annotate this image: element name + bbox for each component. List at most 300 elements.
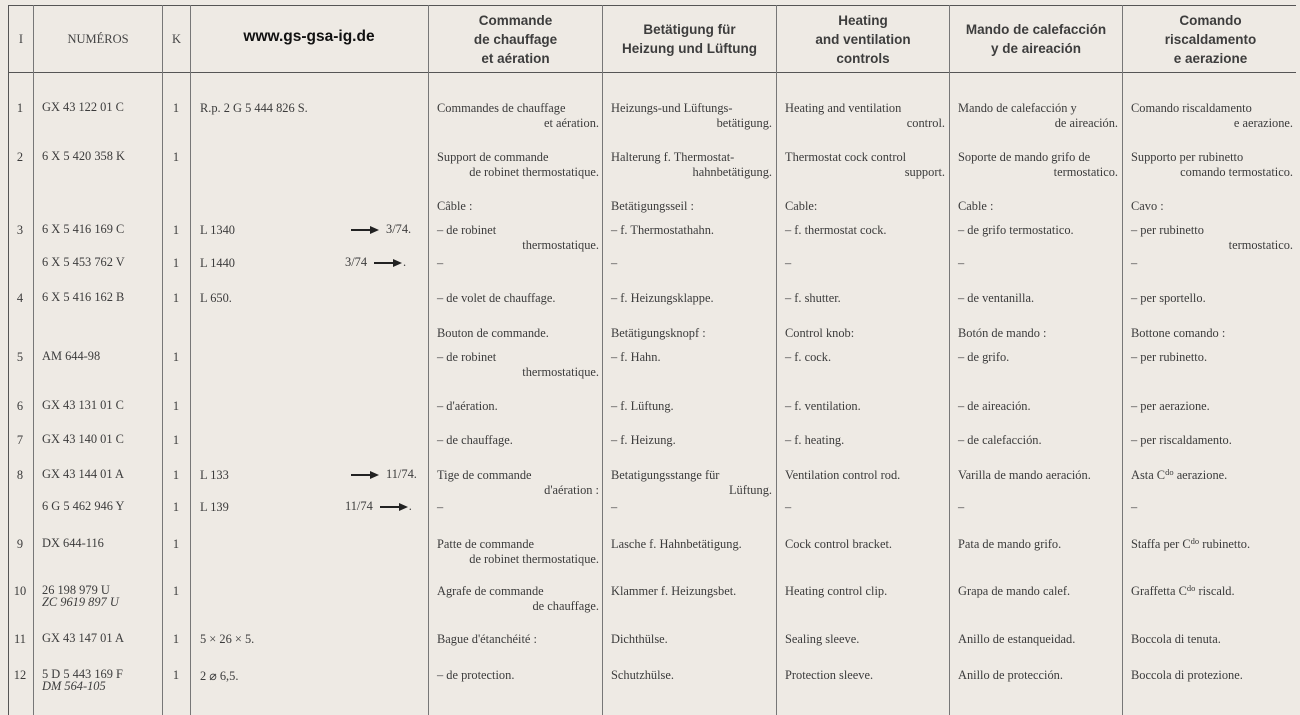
cell-it xyxy=(1131,433,1293,448)
reference-text: L 139 xyxy=(200,500,229,514)
row-index xyxy=(9,399,31,414)
cell-text: – per riscaldamento. xyxy=(1131,433,1232,447)
arrow-right-icon xyxy=(350,470,380,480)
part-number-text: DX 644-116 xyxy=(42,536,104,550)
cell-es xyxy=(958,468,1118,483)
cell-it xyxy=(1131,584,1293,599)
quantity xyxy=(164,468,188,483)
cell-text: – per aerazione. xyxy=(1131,399,1210,413)
cell-it xyxy=(1131,350,1293,365)
cell-en xyxy=(785,326,945,341)
cell-en xyxy=(785,500,945,515)
cell-it xyxy=(1131,291,1293,306)
cell-text: rubinetto. xyxy=(1202,537,1251,551)
part-number-text: 6 X 5 453 762 V xyxy=(42,255,125,269)
quantity-text: 1 xyxy=(172,291,180,305)
cell-text: – xyxy=(611,256,618,270)
cell-text: Sealing sleeve. xyxy=(785,632,860,646)
cell-text: Lüftung. xyxy=(728,482,772,497)
cell-text: Staffa per C xyxy=(1131,537,1191,551)
quantity xyxy=(164,150,188,165)
cell-de xyxy=(611,150,772,179)
part-number-text: 6 X 5 420 358 K xyxy=(42,149,125,163)
cell-text: de robinet thermostatique. xyxy=(469,551,599,566)
quantity xyxy=(164,291,188,306)
cell-text: – f. cock. xyxy=(785,350,832,364)
cell-de xyxy=(611,537,772,552)
cell-text: Pata de mando grifo. xyxy=(958,537,1062,551)
cell-text: – per rubinetto xyxy=(1131,223,1204,237)
cell-es xyxy=(958,326,1118,341)
cell-es xyxy=(958,199,1118,214)
part-number-text: 6 G 5 462 946 Y xyxy=(42,499,125,513)
cell-fr xyxy=(437,101,599,130)
reference-text: L 650. xyxy=(200,291,232,305)
superscript: do xyxy=(1186,583,1196,593)
cell-text: riscald. xyxy=(1198,584,1235,598)
part-number-text: 6 X 5 416 169 C xyxy=(42,222,125,236)
cell-text: – xyxy=(785,256,792,270)
header-website xyxy=(191,6,427,68)
reference-text: L 1440 xyxy=(200,256,235,270)
cell-text: Anillo de estanqueidad. xyxy=(958,632,1076,646)
quantity-text: 1 xyxy=(172,500,180,514)
cell-it xyxy=(1131,399,1293,414)
part-number xyxy=(42,632,124,644)
part-number xyxy=(42,584,119,608)
cell-text: – de protection. xyxy=(437,668,515,682)
part-number-text: GX 43 122 01 C xyxy=(42,100,124,114)
quantity-text: 1 xyxy=(172,433,180,447)
cell-en xyxy=(785,584,945,599)
cell-fr xyxy=(437,433,599,448)
cell-text: – de calefacción. xyxy=(958,433,1042,447)
cell-it xyxy=(1131,500,1293,515)
quantity xyxy=(164,223,188,238)
date-text: 3/74. xyxy=(386,222,412,236)
part-number xyxy=(42,500,125,512)
cell-text: Bottone comando : xyxy=(1131,326,1226,340)
header-spanish: Mando de calefacción y de aireación xyxy=(965,22,1107,56)
part-number xyxy=(42,150,125,162)
header-french: Commande de chauffage et aération xyxy=(473,12,558,66)
cell-text: Heating and ventilation xyxy=(785,101,902,115)
cell-text: – f. Lüftung. xyxy=(611,399,674,413)
dot: . xyxy=(408,499,412,513)
header-k: K xyxy=(171,31,182,46)
cell-text: Supporto per rubinetto xyxy=(1131,150,1244,164)
row-index xyxy=(9,632,31,647)
quantity xyxy=(164,350,188,365)
cell-es xyxy=(958,632,1118,647)
cell-text: – per sportello. xyxy=(1131,291,1206,305)
cell-text: termostatico. xyxy=(1228,237,1293,252)
quantity xyxy=(164,584,188,599)
cell-de xyxy=(611,399,772,414)
cell-text: Control knob: xyxy=(785,326,855,340)
quantity-text: 1 xyxy=(172,584,180,598)
cell-text: – f. heating. xyxy=(785,433,845,447)
dot: . xyxy=(403,255,407,269)
column-divider xyxy=(776,5,777,715)
cell-text: Varilla de mando aeración. xyxy=(958,468,1091,482)
quantity xyxy=(164,632,188,647)
cell-text: de chauffage. xyxy=(532,598,599,613)
part-number-text: GX 43 131 01 C xyxy=(42,398,124,412)
cell-text: Bouton de commande. xyxy=(437,326,549,340)
part-number xyxy=(42,350,100,362)
cell-fr xyxy=(437,150,599,179)
reference xyxy=(200,101,308,116)
part-number xyxy=(42,223,124,235)
cell-text: Cable : xyxy=(958,199,994,213)
cell-fr xyxy=(437,632,599,647)
cell-text: betätigung. xyxy=(716,115,772,130)
cell-de xyxy=(611,101,772,130)
cell-en xyxy=(785,101,945,130)
date-range xyxy=(345,499,412,514)
row-index-text: 6 xyxy=(16,399,24,413)
cell-fr xyxy=(437,468,599,497)
cell-text: Schutzhülse. xyxy=(611,668,674,682)
cell-text: Heizungs-und Lüftungs- xyxy=(611,101,733,115)
cell-fr xyxy=(437,291,599,306)
cell-fr xyxy=(437,256,599,271)
cell-it xyxy=(1131,150,1293,179)
row-index-text: 3 xyxy=(16,223,24,237)
quantity-text: 1 xyxy=(172,101,180,115)
cell-text: – d'aération. xyxy=(437,399,498,413)
part-number xyxy=(42,291,124,303)
cell-text: – f. Thermostathahn. xyxy=(611,223,715,237)
cell-text: – f. Heizungsklappe. xyxy=(611,291,714,305)
reference xyxy=(200,291,232,306)
cell-text: – xyxy=(437,256,444,270)
reference xyxy=(200,668,238,684)
superscript: do xyxy=(1190,536,1200,546)
alt-part-number: ZC 9619 897 U xyxy=(42,595,119,609)
header-english: Heating and ventilation controls xyxy=(815,12,911,66)
cell-de xyxy=(611,584,772,599)
cell-it xyxy=(1131,199,1293,214)
quantity-text: 1 xyxy=(172,468,180,482)
date-text: 11/74. xyxy=(386,467,417,481)
cell-text: Graffetta C xyxy=(1131,584,1187,598)
cell-text: de aireación. xyxy=(1054,115,1118,130)
cell-text: Klammer f. Heizungsbet. xyxy=(611,584,737,598)
cell-fr xyxy=(437,326,599,341)
date-range xyxy=(345,255,406,270)
cell-es xyxy=(958,291,1118,306)
cell-text: Botón de mando : xyxy=(958,326,1047,340)
cell-es xyxy=(958,668,1118,683)
cell-text: Support de commande xyxy=(437,150,549,164)
row-index xyxy=(9,150,31,165)
cell-it xyxy=(1131,468,1293,483)
cell-en xyxy=(785,291,945,306)
column-divider xyxy=(949,5,950,715)
quantity-text: 1 xyxy=(172,150,180,164)
cell-en xyxy=(785,350,945,365)
part-number xyxy=(42,537,104,549)
row-index-text: 1 xyxy=(16,101,24,115)
cell-es xyxy=(958,223,1118,238)
row-index-text: 7 xyxy=(16,433,24,447)
cell-text: Protection sleeve. xyxy=(785,668,874,682)
header-german: Betätigung für Heizung und Lüftung xyxy=(622,22,757,56)
cell-it xyxy=(1131,537,1293,552)
cell-text: Soporte de mando grifo de xyxy=(958,150,1091,164)
reference-text: L 133 xyxy=(200,468,229,482)
column-divider xyxy=(1122,5,1123,715)
cell-de xyxy=(611,433,772,448)
date-text: 11/74 xyxy=(345,499,373,513)
cell-en xyxy=(785,150,945,179)
cell-de xyxy=(611,468,772,497)
part-number-text: 5 D 5 443 169 F xyxy=(42,667,123,681)
cell-text: Bague d'étanchéité : xyxy=(437,632,537,646)
cell-text: et aération. xyxy=(543,115,599,130)
quantity xyxy=(164,399,188,414)
cell-text: Comando riscaldamento xyxy=(1131,101,1252,115)
part-number-text: 26 198 979 U xyxy=(42,583,110,597)
arrow-right-icon xyxy=(373,258,403,268)
quantity-text: 1 xyxy=(172,399,180,413)
quantity-text: 1 xyxy=(172,223,180,237)
row-index-text: 12 xyxy=(13,668,27,682)
cell-text: – xyxy=(437,500,444,514)
cell-text: Ventilation control rod. xyxy=(785,468,901,482)
quantity-text: 1 xyxy=(172,668,180,682)
row-index-text: 2 xyxy=(16,150,24,164)
row-index xyxy=(9,668,31,683)
cell-es xyxy=(958,101,1118,130)
cell-text: Mando de calefacción y xyxy=(958,101,1077,115)
cell-text: Betätigungsseil : xyxy=(611,199,694,213)
row-index-text: 4 xyxy=(16,291,24,305)
cell-text: – xyxy=(1131,256,1138,270)
cell-text: – de ventanilla. xyxy=(958,291,1035,305)
cell-text: Anillo de protección. xyxy=(958,668,1063,682)
cell-text: – f. Hahn. xyxy=(611,350,661,364)
reference xyxy=(200,500,229,515)
part-number-text: GX 43 144 01 A xyxy=(42,467,124,481)
reference xyxy=(200,256,235,271)
quantity xyxy=(164,500,188,515)
header-divider xyxy=(8,72,1296,73)
header-italian: Comando riscaldamento e aerazione xyxy=(1164,12,1257,66)
cell-text: – de volet de chauffage. xyxy=(437,291,556,305)
cell-text: d'aération : xyxy=(544,482,599,497)
date-text: 3/74 xyxy=(345,255,368,269)
cell-es xyxy=(958,433,1118,448)
cell-text: Boccola di tenuta. xyxy=(1131,632,1221,646)
row-index-text: 11 xyxy=(14,632,26,646)
cell-de xyxy=(611,500,772,515)
cell-text: de robinet thermostatique. xyxy=(469,164,599,179)
cell-text: – f. shutter. xyxy=(785,291,841,305)
part-number xyxy=(42,399,124,411)
cell-text: e aerazione. xyxy=(1233,115,1293,130)
reference xyxy=(200,223,235,238)
alt-part-number: DM 564-105 xyxy=(42,679,106,693)
cell-en xyxy=(785,433,945,448)
cell-text: – de aireación. xyxy=(958,399,1031,413)
cell-de xyxy=(611,632,772,647)
cell-text: – xyxy=(785,500,792,514)
cell-es xyxy=(958,256,1118,271)
cell-text: Tige de commande xyxy=(437,468,532,482)
cell-text: Dichthülse. xyxy=(611,632,668,646)
cell-text: Betätigungsknopf : xyxy=(611,326,706,340)
cell-es xyxy=(958,500,1118,515)
part-number xyxy=(42,433,124,445)
date-range xyxy=(350,467,417,482)
cell-text: thermostatique. xyxy=(522,364,599,379)
row-index xyxy=(9,468,31,483)
part-number xyxy=(42,101,124,113)
cell-de xyxy=(611,199,772,214)
row-index-text: 5 xyxy=(16,350,24,364)
cell-de xyxy=(611,668,772,683)
cell-en xyxy=(785,632,945,647)
cell-text: Grapa de mando calef. xyxy=(958,584,1071,598)
part-number xyxy=(42,668,123,692)
cell-fr xyxy=(437,668,599,683)
row-index xyxy=(9,101,31,116)
reference-text: 5 × 26 × 5. xyxy=(200,632,255,646)
part-number xyxy=(42,256,125,268)
cell-text: – xyxy=(958,500,965,514)
cell-text: Commandes de chauffage xyxy=(437,101,566,115)
cell-it xyxy=(1131,668,1293,683)
cell-text: – f. thermostat cock. xyxy=(785,223,887,237)
row-index-text: 8 xyxy=(16,468,24,482)
quantity-text: 1 xyxy=(172,256,180,270)
row-index-text: 9 xyxy=(16,537,24,551)
cell-text: – f. ventilation. xyxy=(785,399,861,413)
arrow-right-icon xyxy=(350,225,380,235)
cell-text: Cock control bracket. xyxy=(785,537,893,551)
row-index xyxy=(9,291,31,306)
cell-text: Cable: xyxy=(785,199,818,213)
cell-en xyxy=(785,668,945,683)
row-index xyxy=(9,223,31,238)
cell-text: – de grifo termostatico. xyxy=(958,223,1074,237)
cell-text: Betatigungsstange für xyxy=(611,468,720,482)
quantity xyxy=(164,668,188,683)
cell-text: Boccola di protezione. xyxy=(1131,668,1243,682)
cell-en xyxy=(785,468,945,483)
cell-text: thermostatique. xyxy=(522,237,599,252)
cell-text: Agrafe de commande xyxy=(437,584,544,598)
cell-fr xyxy=(437,500,599,515)
cell-de xyxy=(611,326,772,341)
quantity-text: 1 xyxy=(172,537,180,551)
cell-fr xyxy=(437,199,599,214)
row-index xyxy=(9,584,31,599)
cell-en xyxy=(785,223,945,238)
quantity xyxy=(164,537,188,552)
cell-text: Lasche f. Hahnbetätigung. xyxy=(611,537,742,551)
cell-text: Patte de commande xyxy=(437,537,535,551)
cell-es xyxy=(958,399,1118,414)
part-number-text: GX 43 147 01 A xyxy=(42,631,124,645)
cell-text: – de chauffage. xyxy=(437,433,513,447)
column-divider xyxy=(33,5,34,715)
date-range xyxy=(350,222,411,237)
column-divider xyxy=(162,5,163,715)
superscript: do xyxy=(1165,467,1174,477)
cell-text: – de robinet xyxy=(437,350,497,364)
cell-text: Halterung f. Thermostat- xyxy=(611,150,735,164)
quantity xyxy=(164,433,188,448)
cell-text: support. xyxy=(904,164,945,179)
cell-text: comando termostatico. xyxy=(1180,164,1293,179)
cell-it xyxy=(1131,256,1293,271)
cell-it xyxy=(1131,101,1293,130)
row-index xyxy=(9,537,31,552)
cell-text: – de grifo. xyxy=(958,350,1010,364)
cell-es xyxy=(958,350,1118,365)
row-index-text: 10 xyxy=(13,584,27,598)
column-divider xyxy=(428,5,429,715)
header-index: I xyxy=(18,31,24,46)
cell-text: Cavo : xyxy=(1131,199,1164,213)
quantity xyxy=(164,101,188,116)
cell-text: – per rubinetto. xyxy=(1131,350,1208,364)
cell-fr xyxy=(437,537,599,566)
reference-text: L 1340 xyxy=(200,223,235,237)
row-index xyxy=(9,433,31,448)
cell-fr xyxy=(437,399,599,414)
cell-de xyxy=(611,256,772,271)
cell-en xyxy=(785,399,945,414)
cell-text: termostatico. xyxy=(1053,164,1118,179)
cell-fr xyxy=(437,223,599,252)
cell-en xyxy=(785,256,945,271)
cell-it xyxy=(1131,632,1293,647)
cell-en xyxy=(785,199,945,214)
reference xyxy=(200,468,229,483)
cell-text: – de robinet xyxy=(437,223,497,237)
column-divider xyxy=(602,5,603,715)
cell-text: control. xyxy=(906,115,945,130)
quantity-text: 1 xyxy=(172,632,180,646)
row-index xyxy=(9,350,31,365)
cell-fr xyxy=(437,584,599,613)
cell-es xyxy=(958,150,1118,179)
cell-fr xyxy=(437,350,599,379)
cell-es xyxy=(958,537,1118,552)
cell-de xyxy=(611,291,772,306)
part-number xyxy=(42,468,124,480)
cell-text: hahnbetätigung. xyxy=(692,164,772,179)
cell-text: – f. Heizung. xyxy=(611,433,676,447)
cell-text: – xyxy=(1131,500,1138,514)
cell-text: – xyxy=(958,256,965,270)
quantity-text: 1 xyxy=(172,350,180,364)
reference xyxy=(200,632,254,647)
part-number-text: GX 43 140 01 C xyxy=(42,432,124,446)
part-number-text: 6 X 5 416 162 B xyxy=(42,290,125,304)
cell-text: aerazione. xyxy=(1176,468,1228,482)
reference-text: R.p. 2 G 5 444 826 S. xyxy=(200,101,308,115)
part-number-text: AM 644-98 xyxy=(42,349,101,363)
column-divider xyxy=(190,5,191,715)
cell-it xyxy=(1131,326,1293,341)
cell-text: Asta C xyxy=(1131,468,1166,482)
